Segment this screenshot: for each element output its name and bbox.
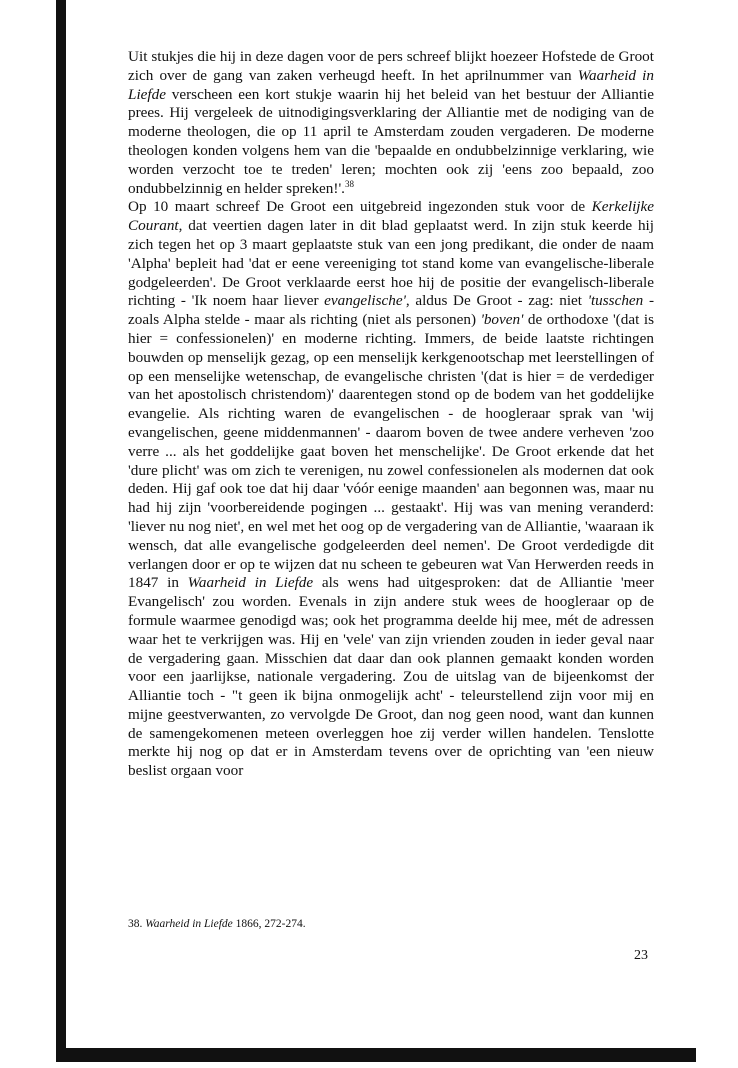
scan-bottom-border — [56, 1048, 696, 1062]
footnote — [128, 918, 306, 930]
scan-left-border — [56, 0, 66, 1060]
page-number: 23 — [634, 948, 648, 963]
journal-title: Waarheid in Liefde — [187, 574, 314, 592]
paragraph-2-rest-e: als wens had uitgesproken: dat de Alliantie 'meer Evangelisch' zou worden. Evenals in zijn andere stuk wees de hoogleraar op de formule waarmee genodigd was; ook het programma deelde hij mee, mét de adressen waar het te verkrijgen was. Hij en 'vele' van zijn vrienden zouden in ieder geval naar de vergadering gaan. Misschien dat daar dan ook plannen gemaakt konden worden voor een jaarlijkse, nationale vergadering. Zou de uitslag van de bijeenkomst der Alliantie toch - "t geen ik bijna onmogelijk acht' - teleurstellend zijn voor mij en mijne geestverwanten, zo vervolgde De Groot, dan nog geen nood, want dan kunnen de samengekomenen meteen overleggen hoe zij verder willen handelen. Tenslotte merkte hij nog op dat er in Amsterdam tevens over de oprichting van 'een nieuw beslist orgaan voor — [128, 574, 654, 780]
paragraph-2-rest-c: - zoals Alpha stelde - maar als richting (niet als personen) — [128, 292, 654, 329]
footnote-journal: Waarheid in Liefde — [145, 918, 233, 930]
italic-term: evangelische' — [324, 292, 406, 310]
paragraph-1 — [128, 48, 654, 198]
journal-title: Kerkelijke Courant — [128, 198, 654, 235]
page-body — [128, 48, 654, 781]
paragraph-2 — [128, 198, 654, 781]
footnote-reference[interactable]: 38 — [344, 178, 354, 189]
journal-title: Waarheid in Liefde — [128, 66, 654, 103]
italic-term: 'boven' — [480, 311, 524, 329]
paragraph-1-text: Uit stukjes die hij in deze dagen voor de pers schreef blijkt hoezeer Hofstede de Groot zich over de gang van zaken verheugd heeft. In het aprilnummer van — [128, 48, 654, 84]
paragraph-2-rest-d: de orthodoxe '(dat is hier = confessionelen)' en moderne richting. Immers, de beide laatste richtingen bouwden op menselijk gezag, op een menselijk kerkgenootschap met leerstellingen of op een menselijke wetenschap, de evangelische christen '(dat is hier = de verdediger van het apostolisch christendom)' daarentegen stond op de bodem van het goddelijke evangelie. Als richting waren de evangelischen - de hoogleraar sprak van 'wij evangelischen, geene middenmannen' - daarom boven de twee andere verheven 'zoo verre ... als het goddelijke gaat boven het menschelijke'. De Groot erkende dat het 'dure plicht' was om zich te verenigen, nu zowel confessionelen als modernen dat ook deden. Hij gaf ook toe dat hij daar 'vóór eenige maanden' aan begonnen was, maar nu had hij zijn 'voorbereidende pogingen ... gestaakt'. Hij was van mening veranderd: 'liever nu nog niet', en wel met het oog op de vergadering van de Alliantie, 'waaraan ik wensch, dat alle evangelische godgeleerden deel nemen'. De Groot verdedigde dit verlangen door er op te wijzen dat nu scheen te gebeuren wat Van Herwerden reeds in 1847 in — [128, 311, 654, 592]
footnote-number: 38. — [128, 918, 143, 930]
paragraph-1-rest: verscheen een kort stukje waarin hij het beleid van het bestuur der Alliantie prees. Hij vergeleek de uitnodigingsverklaring der Alliantie met de nodiging van de moderne theologen, die op 11 april te Amsterdam zouden vergaderen. De moderne theologen konden volgens hem van die 'bepaalde en ondubbelzinnige verklaring, wie worden verzocht toe te treden' leren; mochten ook zij 'eens zoo bepaald, zoo ondubbelzinnig en helder spreken!'. — [128, 85, 654, 197]
paragraph-2-rest-a: , dat veertien dagen later in dit blad geplaatst werd. In zijn stuk keerde hij zich tegen het op 3 maart geplaatste stuk van een jong predikant, die onder de naam 'Alpha' bepleit had 'dat er eene vereeniging tot stand kome van evangelische-liberale godgeleerden'. De Groot verklaarde eerst hoe hij de positie der evangelisch-liberale richting - 'Ik noem haar liever — [128, 217, 654, 310]
paragraph-2-text: Op 10 maart schreef De Groot een uitgebreid ingezonden stuk voor de — [128, 198, 592, 216]
footnote-text: 1866, 272-274. — [232, 918, 306, 930]
italic-term: 'tusschen — [587, 292, 644, 310]
paragraph-2-rest-b: , aldus De Groot - zag: niet — [405, 292, 588, 310]
